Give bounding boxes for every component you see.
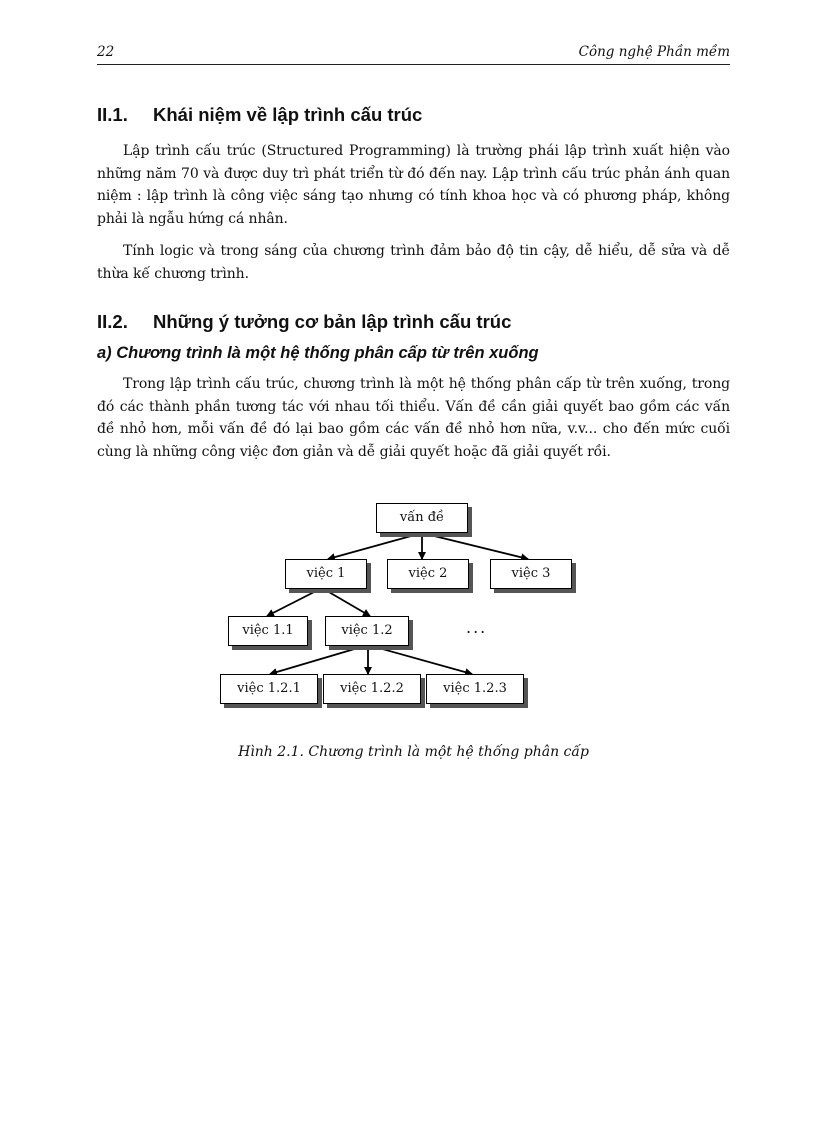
node-task1: việc 1 — [285, 559, 367, 589]
section-2-number: II.2. — [97, 311, 128, 332]
arrow-task1-to-task1-2 — [322, 588, 370, 616]
node-task1-2-3: việc 1.2.3 — [426, 674, 524, 704]
section-1-title: Khái niệm về lập trình cấu trúc — [153, 104, 423, 125]
subsection-a-paragraph: Trong lập trình cấu trúc, chương trình là một hệ thống phân cấp từ trên xuống, trong đó các thành phần tương tác với nhau tối thiểu. Vấn đề cần giải quyết bao gồm các vấn đề nhỏ hơn, mỗi vấn đề đó lại bao gồm các vấn đề nhỏ hơn nữa, v.v... cho đến mức cuối cùng là những công việc đơn giản và dễ giải quyết hoặc đã giải quyết rồi. — [97, 376, 730, 460]
section-2-title: Những ý tưởng cơ bản lập trình cấu trúc — [153, 311, 512, 332]
arrow-root-to-task3 — [422, 533, 528, 559]
arrow-task1-2-to-task1-2-1 — [270, 645, 368, 674]
more-tasks-ellipsis: ... — [466, 618, 488, 637]
node-task1-1: việc 1.1 — [228, 616, 308, 646]
node-task3: việc 3 — [490, 559, 572, 589]
page-number: 22 — [97, 44, 115, 60]
node-root: vấn đề — [376, 503, 468, 533]
arrow-root-to-task1 — [328, 533, 422, 559]
page-header — [97, 42, 730, 65]
subsection-a-heading: a) Chương trình là một hệ thống phân cấp từ trên xuống — [97, 344, 539, 362]
arrow-task1-to-task1-1 — [267, 588, 322, 616]
figure-caption: Hình 2.1. Chương trình là một hệ thống phân cấp — [238, 744, 589, 760]
node-task2: việc 2 — [387, 559, 469, 589]
section-1-paragraph-1: Lập trình cấu trúc (Structured Programming) là trường phái lập trình xuất hiện vào những năm 70 và được duy trì phát triển từ đó đến nay. Lập trình cấu trúc phản ánh quan niệm : lập trình là công việc sáng tạo nhưng có tính khoa học và có phương pháp, không phải là ngẫu hứng cá nhân. — [97, 143, 730, 227]
node-task1-2-1: việc 1.2.1 — [220, 674, 318, 704]
node-task1-2: việc 1.2 — [325, 616, 409, 646]
section-2-heading — [97, 311, 511, 333]
node-task1-2-2: việc 1.2.2 — [323, 674, 421, 704]
section-1-heading — [97, 104, 422, 126]
book-title: Công nghệ Phần mềm — [578, 44, 730, 60]
section-1-paragraph-2: Tính logic và trong sáng của chương trình đảm bảo độ tin cậy, dễ hiểu, dễ sửa và dễ thừa kế chương trình. — [97, 243, 730, 282]
section-1-number: II.1. — [97, 104, 128, 125]
hierarchy-diagram — [210, 500, 590, 725]
arrow-task1-2-to-task1-2-3 — [368, 645, 472, 674]
